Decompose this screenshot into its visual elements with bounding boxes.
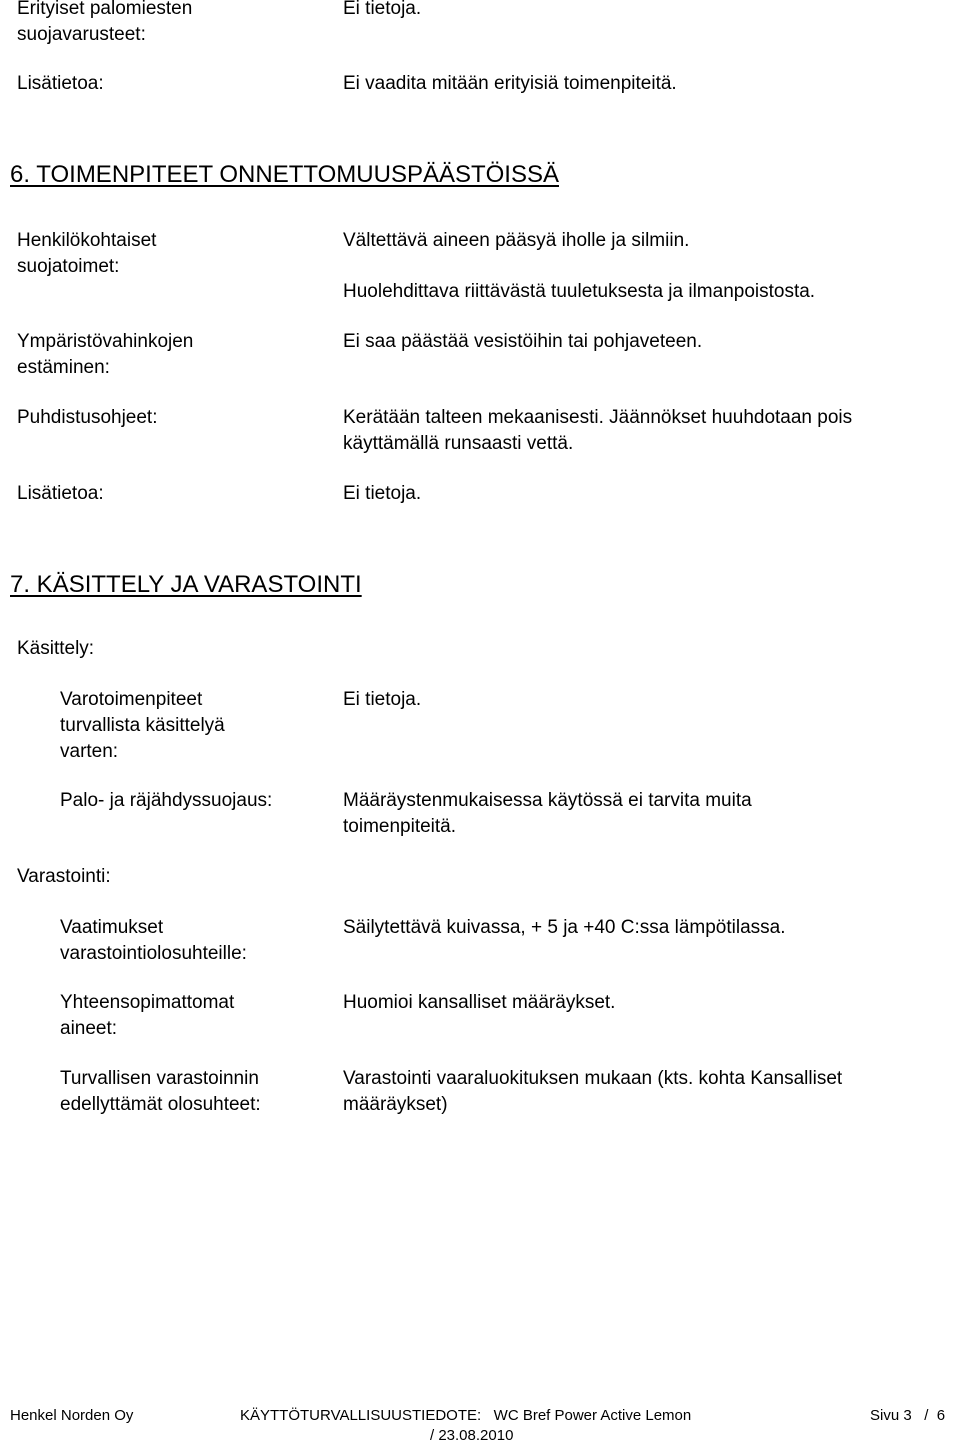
label-cleanup-methods: Puhdistusohjeet: xyxy=(17,407,158,428)
section-7-heading: 7. KÄSITTELY JA VARASTOINTI xyxy=(10,571,362,598)
label-fire-explosion-protection: Palo- ja räjähdyssuojaus: xyxy=(60,790,273,811)
value-incompatible-materials: Huomioi kansalliset määräykset. xyxy=(343,992,616,1013)
label-environmental-precautions: Ympäristövahinkojen estäminen: xyxy=(17,331,194,378)
label-additional-info-6: Lisätietoa: xyxy=(17,483,104,504)
value-protective-equipment: Ei tietoja. xyxy=(343,0,422,19)
label-storage-requirements: Vaatimukset varastointiolosuhteille: xyxy=(60,917,247,964)
value-personal-precautions-2: Huolehdittava riittävästä tuuletuksesta ja ilmanpoistosta. xyxy=(343,281,816,302)
label-safe-handling: Varotoimenpiteet turvallista käsittelyä varten: xyxy=(60,689,225,762)
value-fire-explosion-protection: Määräystenmukaisessa käytössä ei tarvita muita toimenpiteitä. xyxy=(343,790,752,837)
label-personal-precautions: Henkilökohtaiset suojatoimet: xyxy=(17,230,157,277)
value-storage-requirements: Säilytettävä kuivassa, + 5 ja +40 C:ssa lämpötilassa. xyxy=(343,917,786,938)
label-safe-storage-conditions: Turvallisen varastoinnin edellyttämät olosuhteet: xyxy=(60,1068,261,1115)
storage-title: Varastointi: xyxy=(17,866,111,887)
handling-title: Käsittely: xyxy=(17,638,95,659)
value-cleanup-methods: Kerätään talteen mekaanisesti. Jäännökset huuhdotaan pois käyttämällä runsaasti vettä. xyxy=(343,407,853,454)
footer-date: / 23.08.2010 xyxy=(430,1427,514,1444)
value-safe-handling: Ei tietoja. xyxy=(343,689,422,710)
footer-document-title: KÄYTTÖTURVALLISUUSTIEDOTE: WC Bref Power Active Lemon xyxy=(240,1407,692,1424)
label-incompatible-materials: Yhteensopimattomat aineet: xyxy=(60,992,235,1039)
section-6-heading: 6. TOIMENPITEET ONNETTOMUUSPÄÄSTÖISSÄ xyxy=(10,161,559,188)
value-personal-precautions-1: Vältettävä aineen pääsyä iholle ja silmiin. xyxy=(343,230,690,251)
label-protective-equipment: Erityiset palomiesten suojavarusteet: xyxy=(17,0,193,45)
value-additional-info-6: Ei tietoja. xyxy=(343,483,422,504)
footer-company: Henkel Norden Oy xyxy=(10,1407,134,1424)
footer-page-number: Sivu 3 / 6 xyxy=(870,1407,946,1424)
value-safe-storage-conditions: Varastointi vaaraluokituksen mukaan (kts. kohta Kansalliset määräykset) xyxy=(343,1068,843,1115)
value-additional-info-top: Ei vaadita mitään erityisiä toimenpiteitä. xyxy=(343,73,677,94)
label-additional-info-top: Lisätietoa: xyxy=(17,73,104,94)
value-environmental-precautions: Ei saa päästää vesistöihin tai pohjaveteen. xyxy=(343,331,703,352)
